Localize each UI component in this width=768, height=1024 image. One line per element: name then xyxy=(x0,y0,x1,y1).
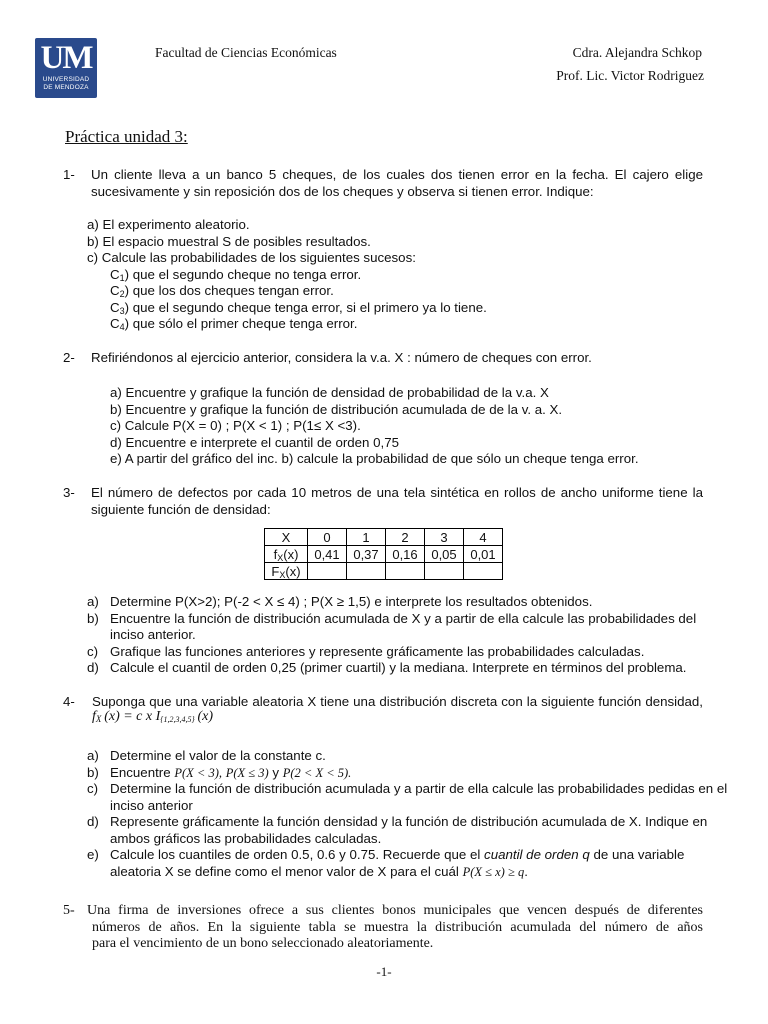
exercise-4-items: a) Determine el valor de la constante c. b) Encuentre P(X < 3), P(X ≤ 3) y P(2 < X < 5). c) Determine la función de distribución acumulada y a partir de ella calcule las probabilidades pedidas en el inciso anterior d) Represente gráficamente la función densidad y la función de distribución acumulada de X. Indique en ambos gráficos las probabilidades calculadas. e) Calcule los cuantiles de orden 0.5, 0.6 y 0.75. Recuerde que el cuantil de orden q de una variable aleatoria X se define como el menor valor de X para el cuál P(X ≤ x) ≥ q. xyxy=(87,748,728,879)
table-cell xyxy=(347,563,386,580)
logo-line2: DE MENDOZA xyxy=(43,84,89,91)
ex4-item-a: Determine el valor de la constante c. xyxy=(110,748,326,763)
ex1-c2-text: ) que los dos cheques tengan error. xyxy=(124,283,334,298)
university-logo xyxy=(35,38,97,98)
ex4-line1: Suponga que una variable aleatoria X tiene una distribución discreta con la siguiente función densidad, xyxy=(92,694,703,709)
ex3-item-d: Calcule el cuantil de orden 0,25 (primer cuartil) y la mediana. Interprete en términos del problema. xyxy=(110,660,687,675)
ex4-item-b-lead: Encuentre xyxy=(110,764,171,780)
table-cell: 4 xyxy=(464,529,503,546)
exercise-3-statement xyxy=(91,485,703,518)
ex3-item-a: Determine P(X>2); P(-2 < X ≤ 4) ; P(X ≥ 1,5) e interprete los resultados obtenidos. xyxy=(110,594,593,609)
ex4-item-e-line2: aleatoria X se define como el menor valor de X para el cuál xyxy=(110,863,459,879)
ex1-line1: Un cliente lleva a un banco 5 cheques, de los cuales dos tienen error en la fecha. El cajero elige xyxy=(91,167,703,182)
exercise-4-number: 4- xyxy=(63,694,75,709)
ex5-line3: para el vencimiento de un bono seleccionado aleatoriamente. xyxy=(92,936,434,951)
table-cell: 0 xyxy=(308,529,347,546)
table-cell: 0,01 xyxy=(464,546,503,563)
ex1-c3-text: ) que el segundo cheque tenga error, si el primero ya lo tiene. xyxy=(124,299,487,315)
ex2-item-b: b) Encuentre y grafique la función de distribución acumulada de de la v. a. X. xyxy=(110,401,563,417)
ex3-item-c: Grafique las funciones anteriores y represente gráficamente las probabilidades calculadas. xyxy=(110,643,645,659)
table-row-x xyxy=(265,529,503,546)
table-cell: X xyxy=(265,529,308,546)
exercise-2-intro: Refiriéndonos al ejercicio anterior, considera la v.a. X : número de cheques con error. xyxy=(91,350,592,365)
ex4-density-formula: $f_X$ (x) = c x $I_{\{1,2,3,4,5\}}$ (x) xyxy=(92,709,214,724)
ex1-item-c2: $C_2$) que los dos cheques tengan error. xyxy=(110,283,334,299)
table-row-Fx xyxy=(265,563,503,580)
table-cell: 0,16 xyxy=(386,546,425,563)
ex3-item-b-line2: inciso anterior. xyxy=(110,627,196,642)
ex4-item-e-math: P(X ≤ x) ≥ q xyxy=(462,864,525,879)
ex1-item-b: b) El espacio muestral S de posibles resultados. xyxy=(87,233,371,249)
table-cell: 0,37 xyxy=(347,546,386,563)
ex1-line2: sucesivamente y sin reposición dos de los cheques y observa si tienen error. Indique: xyxy=(91,183,594,199)
ex3-item-b-line1: Encuentre la función de distribución acumulada de X y a partir de ella calcule las probabilidades del xyxy=(110,610,697,626)
exercise-5-number: 5- xyxy=(63,903,75,918)
exercise-2-items xyxy=(110,385,639,468)
logo-line1: UNIVERSIDAD xyxy=(42,76,90,83)
ex4-item-b-p2: P(X ≤ 3) xyxy=(225,765,269,780)
ex1-item-a: a) El experimento aleatorio. xyxy=(87,217,250,232)
table-cell: 3 xyxy=(425,529,464,546)
ex4-item-e-lead: Calcule los cuantiles de orden 0.5, 0.6 y 0.75. Recuerde que el xyxy=(110,847,481,862)
ex4-item-c-line1: Determine la función de distribución acumulada y a partir de ella calcule las probabilidades pedidas en el xyxy=(110,781,728,796)
ex4-item-e-tail: de una variable xyxy=(593,847,685,862)
table-cell xyxy=(464,563,503,580)
ex4-item-b-p3: P(2 < X < 5). xyxy=(282,765,352,780)
ex1-item-c3: $C_3$) que el segundo cheque tenga error, si el primero ya lo tiene. xyxy=(110,299,487,316)
table-row-label-Fx: $F_X(x)$ xyxy=(265,563,308,580)
ex4-item-d-line2: ambos gráficos las probabilidades calculadas. xyxy=(110,830,382,846)
ex1-item-c: c) Calcule las probabilidades de los siguientes sucesos: xyxy=(87,250,416,265)
ex1-item-c1: $C_1$) que el segundo cheque no tenga error. xyxy=(110,266,362,283)
ex3-line2: siguiente función de densidad: xyxy=(91,501,271,517)
table-row-fx xyxy=(265,546,503,563)
ex1-c1-text: ) que el segundo cheque no tenga error. xyxy=(124,266,362,282)
author-2: Prof. Lic. Victor Rodriguez xyxy=(556,68,704,83)
ex4-item-c-line2: inciso anterior xyxy=(110,797,193,813)
exercise-3-items: a) Determine P(X>2); P(-2 < X ≤ 4) ; P(X ≥ 1,5) e interprete los resultados obtenidos. b) Encuentre la función de distribución acumulada de X y a partir de ella calcule las probabilidades del inciso anterior. c) Grafique las funciones anteriores y represente gráficamente las probabilidades calculadas. d) Calcule el cuantil de orden 0,25 (primer cuartil) y la mediana. Interprete en términos del problema. xyxy=(87,594,697,675)
ex4-item-d-line1: Represente gráficamente la función densidad y la función de distribución acumulada de X. Indique en xyxy=(110,814,708,829)
exercise-1-items xyxy=(87,217,487,333)
faculty-name: Facultad de Ciencias Económicas xyxy=(155,45,337,60)
exercise-2-number: 2- xyxy=(63,350,75,365)
table-row-label-fx: $f_X(x)$ xyxy=(265,546,308,563)
ex4-item-e-italic: cuantil de orden q xyxy=(484,847,590,862)
page-number: -1- xyxy=(376,964,392,979)
ex2-item-d: d) Encuentre e interprete el cuantil de orden 0,75 xyxy=(110,434,400,450)
ex2-item-a: a) Encuentre y grafique la función de densidad de probabilidad de la v.a. X xyxy=(110,385,549,400)
table-cell xyxy=(386,563,425,580)
table-cell: 2 xyxy=(386,529,425,546)
ex2-item-c: c) Calcule P(X = 0) ; P(X < 1) ; P(1≤ X <3). xyxy=(110,418,361,433)
density-table xyxy=(264,528,503,580)
exercise-5-statement xyxy=(87,903,703,953)
exercise-1-number: 1- xyxy=(63,167,75,182)
ex3-line1: El número de defectos por cada 10 metros de una tela sintética en rollos de ancho uniforme tiene la xyxy=(91,485,703,500)
exercise-1-statement xyxy=(91,167,703,200)
logo-mark: UM xyxy=(40,40,92,76)
ex1-item-c4: $C_4$) que sólo el primer cheque tenga error. xyxy=(110,316,358,332)
ex4-item-b-p1: P(X < 3), xyxy=(174,765,222,780)
table-cell: 0,05 xyxy=(425,546,464,563)
ex5-line2: números de años. En la siguiente tabla se muestra la distribución acumulada del número de años xyxy=(92,919,703,935)
table-cell xyxy=(425,563,464,580)
ex4-item-b-y: y xyxy=(272,764,280,780)
table-cell: 1 xyxy=(347,529,386,546)
table-cell xyxy=(308,563,347,580)
page-title: Práctica unidad 3: xyxy=(65,127,188,146)
ex2-item-e: e) A partir del gráfico del inc. b) calcule la probabilidad de que sólo un cheque tenga error. xyxy=(110,451,639,466)
exercise-3-number: 3- xyxy=(63,485,75,500)
ex5-line1: Una firma de inversiones ofrece a sus clientes bonos municipales que vencen después de diferentes xyxy=(87,903,703,918)
table-cell: 0,41 xyxy=(308,546,347,563)
author-1: Cdra. Alejandra Schkop xyxy=(572,45,702,60)
ex1-c4-text: ) que sólo el primer cheque tenga error. xyxy=(124,316,358,331)
